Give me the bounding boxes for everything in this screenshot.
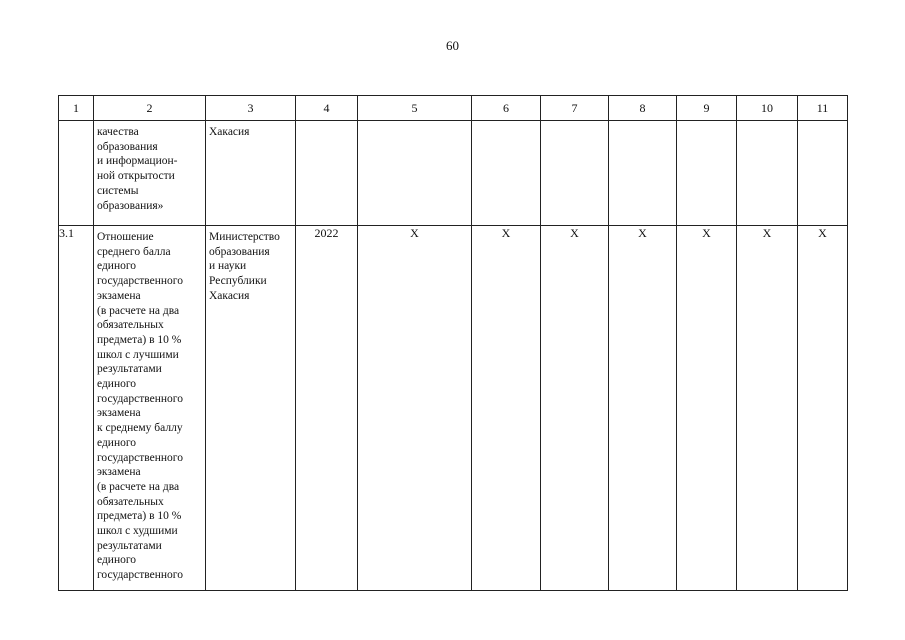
text-line: экзамена (97, 289, 141, 302)
column-header-5: 5 (358, 96, 472, 121)
text-line: экзамена (97, 407, 141, 420)
cell-indicator-name (94, 121, 206, 226)
text-line: школ с лучшими (97, 348, 179, 361)
text-line: качества (97, 126, 139, 138)
text-line: предмета) в 10 % (97, 333, 182, 346)
cell-col-10: Х (737, 226, 798, 591)
cell-col-11 (798, 121, 848, 226)
table-row-continued (59, 121, 848, 226)
column-header-7: 7 (541, 96, 609, 121)
text-line: единого (97, 378, 137, 391)
text-line: Отношение (97, 231, 154, 243)
text-line: государственного (97, 451, 183, 464)
text-line: единого (97, 436, 137, 449)
column-header-4: 4 (296, 96, 358, 121)
text-line: (в расчете на два (97, 480, 180, 493)
text-line: обязательных (97, 319, 164, 332)
cell-col-9 (677, 121, 737, 226)
cell-col-11: Х (798, 226, 848, 591)
text-line: экзамена (97, 466, 141, 479)
column-header-8: 8 (609, 96, 677, 121)
text-line: государственного (97, 569, 183, 582)
text-line: образования» (97, 199, 164, 212)
text-line: и науки (209, 260, 247, 273)
text-line: Министерство (209, 231, 280, 243)
cell-col-8: Х (609, 226, 677, 591)
cell-col-10 (737, 121, 798, 226)
text-line: государственного (97, 275, 183, 288)
cell-year: 2022 (296, 226, 358, 591)
column-header-10: 10 (737, 96, 798, 121)
cell-col-7 (541, 121, 609, 226)
column-header-6: 6 (472, 96, 541, 121)
column-header-1: 1 (59, 96, 94, 121)
page-number: 60 (446, 38, 459, 53)
text-line: результатами (97, 539, 162, 552)
cell-indicator-name (94, 226, 206, 591)
text-line: образования (209, 245, 270, 258)
text-line: Хакасия (209, 126, 250, 138)
text-line: среднего балла (97, 245, 171, 258)
cell-col-5 (358, 121, 472, 226)
text-line: Республики (209, 275, 267, 288)
cell-col-5: Х (358, 226, 472, 591)
cell-col-6 (472, 121, 541, 226)
text-line: системы (97, 184, 139, 197)
cell-code: 3.1 (59, 226, 94, 591)
text-line: результатами (97, 363, 162, 376)
text-line: Хакасия (209, 289, 250, 302)
text-line: ной открытости (97, 170, 175, 183)
column-header-11: 11 (798, 96, 848, 121)
cell-responsible (206, 226, 296, 591)
column-header-3: 3 (206, 96, 296, 121)
text-line: предмета) в 10 % (97, 510, 182, 523)
cell-col-7: Х (541, 226, 609, 591)
text-line: единого (97, 260, 137, 273)
document-table (58, 95, 848, 591)
text-line: (в расчете на два (97, 304, 180, 317)
cell-col-8 (609, 121, 677, 226)
text-line: к среднему баллу (97, 422, 183, 435)
cell-code (59, 121, 94, 226)
cell-year (296, 121, 358, 226)
column-header-9: 9 (677, 96, 737, 121)
text-line: обязательных (97, 495, 164, 508)
table-row-3-1 (59, 226, 848, 591)
text-line: школ с худшими (97, 525, 178, 538)
cell-col-9: Х (677, 226, 737, 591)
column-header-2: 2 (94, 96, 206, 121)
text-line: и информацион- (97, 155, 178, 168)
cell-col-6: Х (472, 226, 541, 591)
header-row (59, 96, 848, 121)
cell-responsible (206, 121, 296, 226)
text-line: образования (97, 140, 158, 153)
text-line: государственного (97, 392, 183, 405)
text-line: единого (97, 554, 137, 567)
